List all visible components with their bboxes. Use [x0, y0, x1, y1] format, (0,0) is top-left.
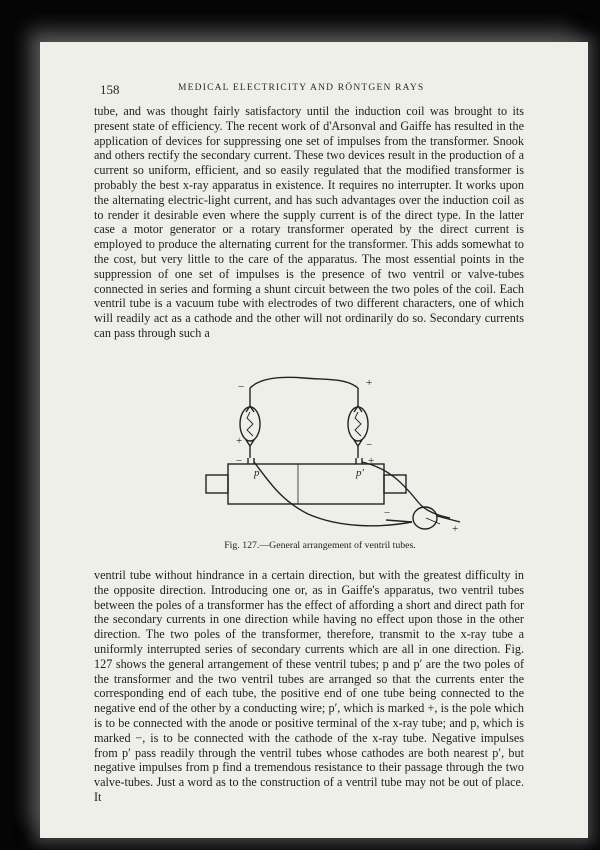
page-header	[100, 82, 520, 96]
label-pole-p: p	[254, 467, 260, 479]
ventril-tube-left	[240, 388, 260, 458]
label-right-minus: −	[366, 439, 373, 451]
running-title: MEDICAL ELECTRICITY AND RÖNTGEN RAYS	[178, 83, 425, 93]
connecting-wire	[250, 377, 358, 388]
label-pole-p-prime: p′	[356, 467, 364, 479]
paragraph-top: tube, and was thought fairly satisfactory until the induction coil was brought to its present state of efficiency. The recent work of d'Arsonval and Gaiffe has resulted in the application of devices for suppressing one set of impulses from the transformer. Snook and others rectify the secondary current. These two devices result in the production of a current so uniform, efficient, and so easily regulated that the modified transformer is probably the best x-ray apparatus in existence. It requires no interrupter. It works upon the alternating electric-light current, and has such advantages over the induction coil as to render it desirable even where the supply current is of the direct type. In the latter case a motor generator or a rotary transformer operated by the direct current is employed to produce the alternating current for the transformer. This adds somewhat to the cost, but very little to the care of the apparatus. The most essential points in the suppression of one set of impulses is the presence of two ventril or valve-tubes connected in series and forming a shunt circuit between the two poles of the coil. Each ventril tube is a vacuum tube with electrodes of two different characters, one of which will readily act as a cathode and the other will not ordinarily do so. Secondary currents can pass through such a	[94, 104, 524, 340]
label-left-minus: −	[238, 381, 245, 393]
ventril-tubes-diagram	[150, 372, 490, 532]
label-right-plus: +	[366, 377, 373, 389]
photo-frame	[14, 14, 586, 836]
transformer-left-end	[206, 475, 228, 493]
label-xray-minus: −	[384, 507, 391, 519]
label-left-plus: +	[236, 435, 243, 447]
label-pole-minus: −	[236, 455, 243, 467]
label-xray-plus: +	[452, 523, 459, 532]
ventril-tube-right	[348, 388, 368, 458]
page-number: 158	[100, 82, 120, 97]
book-page	[40, 42, 588, 838]
paragraph-bottom: ventril tube without hindrance in a certain direction, but with the greatest difficulty in the opposite direction. Introducing one or, as in Gaiffe's apparatus, two ventril tubes between the poles of a transformer has the effect of affording a short and direct path for the secondary currents in one direction while having no effect upon those in the other direction. The two poles of the transformer, therefore, transmit to the x-ray tube a uniformly interrupted series of secondary currents which are all in one direction. Fig. 127 shows the general arrangement of these ventril tubes; p and p′ are the two poles of the transformer and the two ventril tubes are arranged so that the currents enter the corresponding end of each tube, the positive end of one tube being connected to the negative end of the other by a conducting wire; p′, which is marked +, is the pole which is to be connected with the anode or positive terminal of the x-ray tube; and p, which is marked −, is to be connected with the cathode of the x-ray tube. Negative impulses from p′ pass readily through the ventril tubes whose cathodes are both nearest p′, but negative impulses from p find a tremendous resistance to their passage through the two valve-tubes. Just a word as to the construction of a ventril tube may not be out of place. It	[94, 568, 524, 804]
figure-caption: Fig. 127.—General arrangement of ventril tubes.	[224, 540, 416, 551]
label-pole-plus: +	[368, 455, 375, 467]
figure-127	[150, 372, 490, 532]
